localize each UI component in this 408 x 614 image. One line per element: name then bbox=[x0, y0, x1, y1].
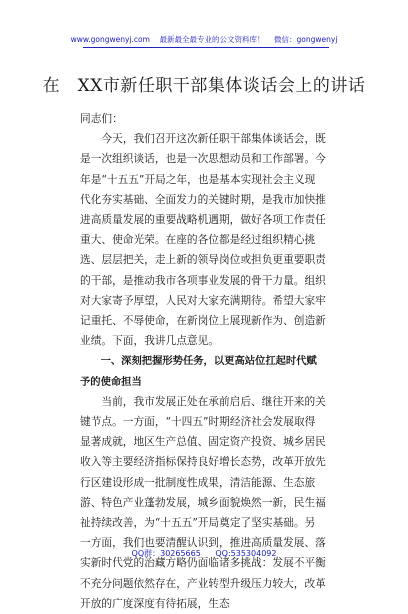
header-divider bbox=[83, 47, 329, 48]
wechat-id: 微信：gongwenyj bbox=[274, 35, 338, 44]
qq-contact: QQ:535304092 bbox=[215, 549, 277, 558]
site-header bbox=[0, 34, 408, 45]
site-footer bbox=[0, 548, 408, 559]
section-heading-1: 一、深刻把握形势任务，以更高站位扛起时代赋予的使命担当 bbox=[80, 355, 317, 388]
site-url[interactable]: www.gongwenyj.com bbox=[70, 35, 150, 44]
qq-group: QQ群：30265665 bbox=[131, 549, 201, 558]
paragraph-intro: 今天，我们召开这次新任职干部集体谈话会，既是一次组织谈话，也是一次思想动员和工作部署。今年是“十五五”开局之年，也是基本实现社会主义现代化夯实基础、全面发力的关键时期，是我市加快推进高质量发展的重要战略机遇期，做好各项工作责任重大、使命光荣。在座的各位都是经过组织精心挑选、层层把关，走上新的领导岗位或担负更重要职责的干部，是推动我市各项事业发展的骨干力量。组织对大家寄予厚望，人民对大家充满期待。希望大家牢记重托、不辱使命，在新岗位上展现新作为、创造新业绩。下面，我讲几点意见。 bbox=[80, 132, 326, 348]
salutation: 同志们： bbox=[80, 112, 123, 125]
document-title: 在 XX市新任职干部集体谈话会上的讲话 bbox=[42, 76, 366, 96]
document-body bbox=[80, 109, 326, 614]
paragraph-situation: 当前，我市发展正处在承前启后、继往开来的关键节点。一方面，“十四五”时期经济社会发展取得显著成就，地区生产总值、固定资产投资、城乡居民收入等主要经济指标保持良好增长态势，改革开放先行区建设形成一批制度性成果，清洁能源、生态旅游、特色产业蓬勃发展，城乡面貌焕然一新，民生福祉持续改善，为“十五五”开局奠定了坚实基础。另一方面，我们也要清醒认识到，推进高质量发展、落实新时代党的治藏方略仍面临诸多挑战：发展不平衡不充分问题依然存在，产业转型升级压力较大，改革开放的广度深度有待拓展，生态 bbox=[80, 394, 326, 610]
site-slogan: 最新最全最专业的公文资料库！ bbox=[159, 35, 265, 44]
